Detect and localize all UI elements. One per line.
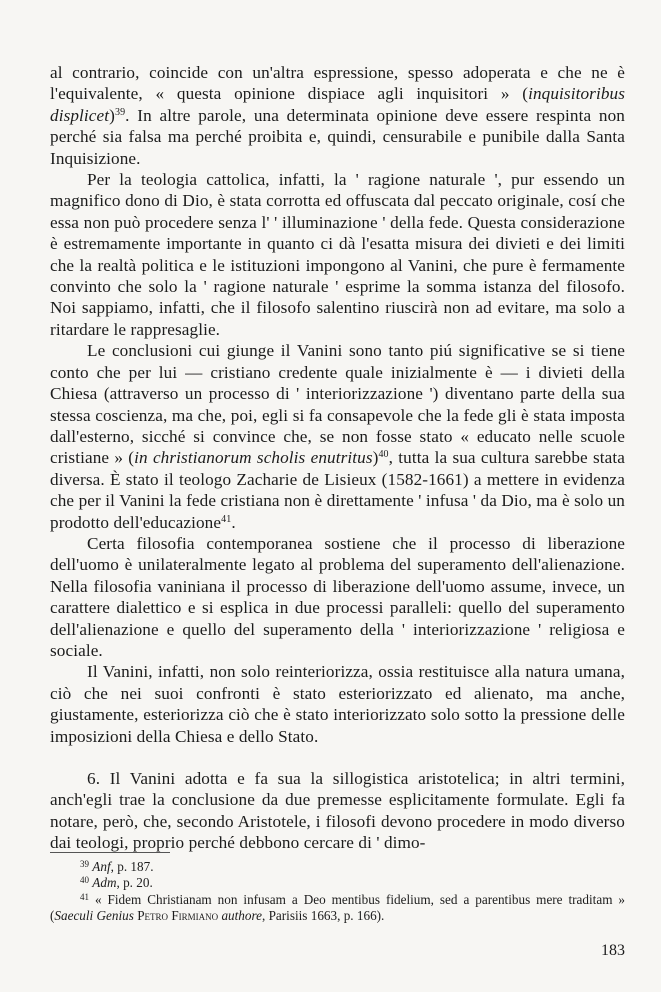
paragraph-1: al contrario, coincide con un'altra espressione, spesso adoperata e che ne è l'equivalente, « questa opinione dispiace agli inquisitori » (inquisitoribus displicet)$^{39}$. In altre parole, una determinata opinione deve essere respinta non perché sia falsa ma perché proibita e, quindi, censurabile e punibile dalla Santa Inquisizione.	[50, 63, 625, 168]
footnote-divider	[50, 852, 170, 853]
footnote-40: $^{40}$ Adm, p. 20.	[80, 875, 153, 891]
footnotes	[50, 859, 625, 925]
paragraph-4: Certa filosofia contemporanea sostiene che il processo di liberazione dell'uomo è unilateralmente legato al problema del superamento dell'alienazione. Nella filosofia vaniniana il processo di liberazione dell'uomo assume, invece, un carattere dialettico e si esplica in due processi paralleli: quello del superamento dell'alienazione e quello del superamento della ' interiorizzazione ' religiosa e sociale.	[50, 533, 625, 660]
footnote-ref[interactable]: 39	[114, 106, 126, 118]
latin-phrase: inquisitoribus displicet	[50, 84, 625, 125]
section-6-paragraph: 6. Il Vanini adotta e fa sua la sillogistica aristotelica; in altri termini, anch'egli trae la conclusione da due premesse esplicitamente formulate. Egli fa notare, però, che, secondo Aristotele, i filosofi devono procedere in modo diverso dai teologi, proprio perché debbono cercare di ' dimo-	[50, 769, 625, 853]
paragraph-2: Per la teologia cattolica, infatti, la ' ragione naturale ', pur essendo un magnifico dono di Dio, è stata corrotta ed offuscata dal peccato originale, cosí che essa non può procedere senza l' ' illuminazione ' della fede. Questa considerazione è estremamente importante in quanto ci dà l'esatta misura dei divieti e dei limiti che la realtà politica e le istituzioni impongono al Vanini, che pure è fermamente convinto che solo la ' ragione naturale ' esprime la somma istanza del filosofo. Noi sappiamo, infatti, che il filosofo salentino riuscirà non ad evitare, ma solo a ritardare le rappresaglie.	[50, 170, 625, 339]
page-number: 183	[601, 942, 625, 959]
main-text	[50, 62, 625, 854]
footnote-ref[interactable]: 40	[378, 449, 389, 461]
paragraph-3: Le conclusioni cui giunge il Vanini sono tanto piú significative se si tiene conto che per lui — cristiano credente quale inizialmente è — i divieti della Chiesa (attraverso un processo di ' interiorizzazione ') diventano parte della sua stessa coscienza, ma che, poi, egli si fa consapevole che la fede gli è stata imposta dall'esterno, sicché si convince che, se non fosse stato « educato nelle scuole cristiane » (in christianorum scholis enutritus)$^{40}$, tutta la sua cultura sarebbe stata diversa. È stato il teologo Zacharie de Lisieux (1582-1661) a mettere in evidenza che per il Vanini la fede cristiana non è direttamente ' infusa ' da Dio, ma è solo un prodotto dell'educazione$^{41}$.	[50, 341, 626, 532]
paragraph-5: Il Vanini, infatti, non solo reinteriorizza, ossia restituisce alla natura umana, ciò che nei suoi confronti è stato esteriorizzato ed alienato, ma anche, giustamente, esteriorizza ciò che è stato interiorizzato solo sotto la pressione delle imposizioni della Chiesa e dello Stato.	[50, 662, 625, 746]
footnote-39: $^{39}$ Anf, p. 187.	[80, 859, 154, 874]
footnote-ref[interactable]: 41	[221, 513, 232, 525]
footnote-41: $^{41}$ « Fidem Christianam non infusam a Deo mentibus fidelium, sed a parentibus mere traditam » (Saeculi Genius Petro Firmiano authore, Parisiis 1663, p. 166).	[50, 891, 626, 924]
latin-phrase: in christianorum scholis enutritus	[134, 448, 373, 468]
